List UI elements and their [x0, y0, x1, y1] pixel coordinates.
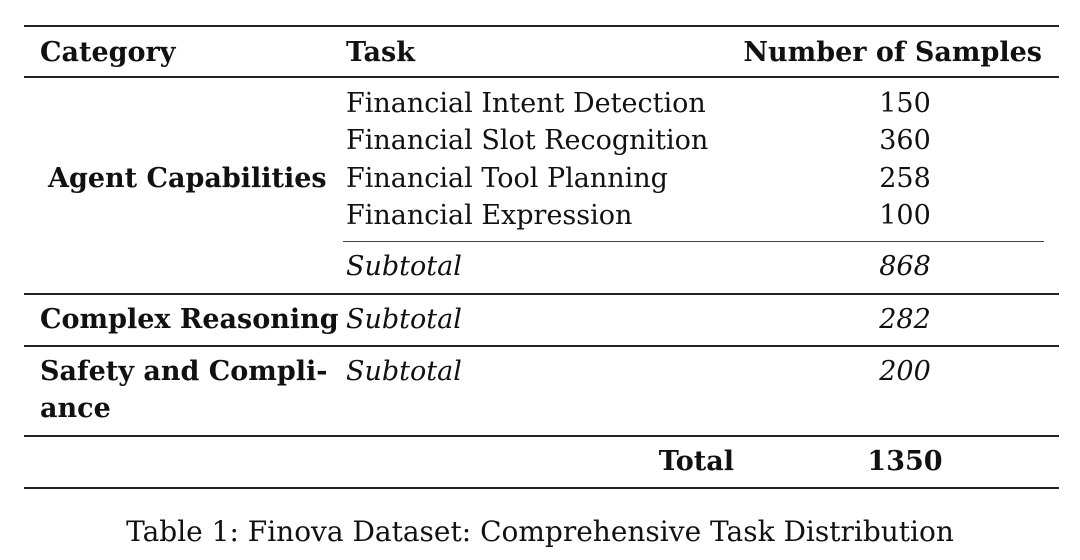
table-caption: Table 1: Finova Dataset: Comprehensive Task Distribution [126, 515, 954, 548]
subtotal-label-agent: Subtotal [346, 251, 462, 282]
table-top-rule [24, 25, 1059, 27]
total-value: 1350 [867, 446, 943, 477]
total-label: Total [658, 446, 734, 477]
table-bottom-rule [24, 487, 1059, 489]
group-rule-2 [24, 345, 1059, 347]
task-row-4: Financial Expression [346, 200, 633, 231]
category-agent-capabilities: Agent Capabilities [48, 163, 327, 194]
category-safety-compliance-line1: Safety and Compli- [40, 356, 328, 387]
subtotal-label-reasoning: Subtotal [346, 304, 462, 335]
category-safety-compliance-line2: ance [40, 393, 111, 424]
task-row-1: Financial Intent Detection [346, 88, 706, 119]
category-complex-reasoning: Complex Reasoning [40, 304, 339, 335]
task-row-3: Financial Tool Planning [346, 163, 668, 194]
subtotal-rule [343, 241, 1044, 242]
samples-row-4: 100 [879, 200, 931, 231]
subtotal-value-reasoning: 282 [879, 304, 931, 335]
samples-row-1: 150 [879, 88, 931, 119]
task-row-2: Financial Slot Recognition [346, 125, 709, 156]
samples-row-3: 258 [879, 163, 931, 194]
header-number-of-samples: Number of Samples [743, 37, 1042, 68]
subtotal-value-safety: 200 [879, 356, 931, 387]
group-rule-3 [24, 435, 1059, 437]
header-category: Category [40, 37, 176, 68]
header-task: Task [346, 37, 415, 68]
samples-row-2: 360 [879, 125, 931, 156]
group-rule-1 [24, 293, 1059, 295]
subtotal-label-safety: Subtotal [346, 356, 462, 387]
header-rule [24, 76, 1059, 78]
subtotal-value-agent: 868 [879, 251, 931, 282]
